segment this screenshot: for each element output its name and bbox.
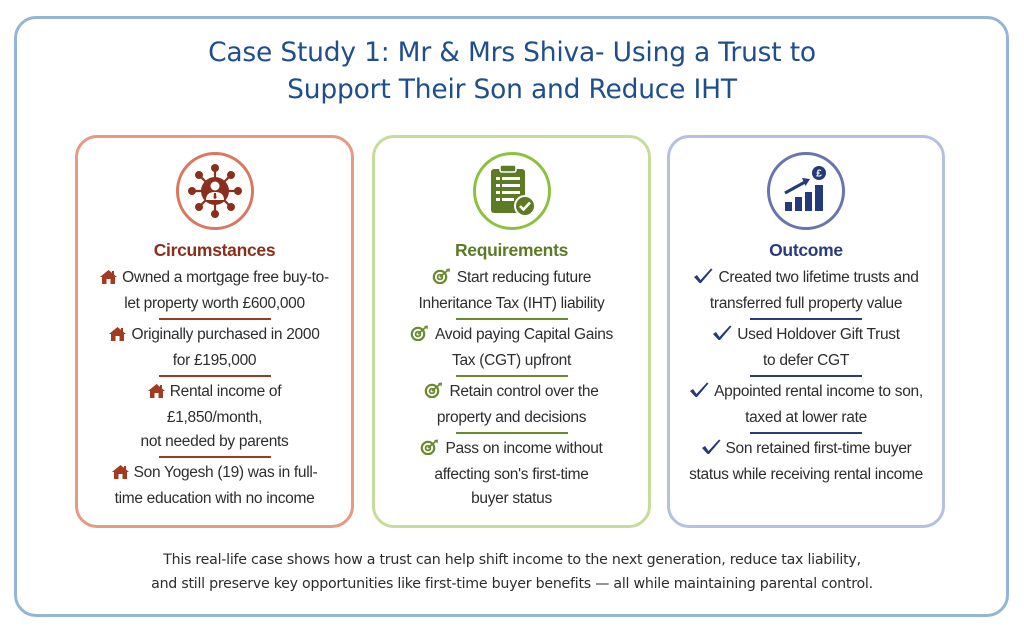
list-item: Owned a mortgage free buy-to- let property worth £600,000 [78, 266, 351, 316]
divider [456, 318, 568, 320]
list-item: Start reducing future Inheritance Tax (IHT) liability [418, 269, 605, 312]
list-item: Retain control over the property and decisions [375, 380, 648, 430]
divider [750, 432, 862, 434]
house-icon [112, 463, 129, 487]
target-icon [432, 268, 452, 292]
outcome-icon-ring [767, 152, 845, 230]
circumstances-heading: Circumstances [153, 240, 276, 260]
requirements-list [375, 266, 648, 511]
clipboard-check-icon [487, 164, 537, 218]
target-icon [410, 325, 430, 349]
list-item: Son Yogesh (19) was in full- time education with no income [78, 461, 351, 511]
list-item: Son retained first-time buyer status while receiving rental income [689, 440, 923, 483]
network-person-icon [186, 162, 244, 220]
svg-text:£: £ [816, 168, 822, 180]
house-icon [100, 268, 117, 292]
title-line-1: Case Study 1: Mr & Mrs Shiva- Using a Trust to [208, 37, 816, 68]
checkmark-icon [701, 439, 721, 463]
title-line-2: Support Their Son and Reduce IHT [287, 74, 737, 105]
checkmark-icon [689, 382, 709, 406]
divider [456, 432, 568, 434]
requirements-icon-ring [473, 152, 551, 230]
divider [750, 375, 862, 377]
growth-chart-pound-icon [781, 166, 831, 216]
list-item: Used Holdover Gift Trust to defer CGT [670, 323, 942, 373]
divider [159, 375, 271, 377]
checkmark-icon [693, 268, 713, 292]
summary-line-2: and still preserve key opportunities like first-time buyer benefits — all while maintaining parental control. [151, 576, 873, 592]
circumstances-icon-ring [176, 152, 254, 230]
list-item: Appointed rental income to son, taxed at lower rate [670, 380, 942, 430]
list-item: Rental income of £1,850/month, not needed by parents [140, 383, 289, 450]
target-icon [424, 382, 444, 406]
target-icon [420, 439, 440, 463]
page-title [0, 34, 1024, 108]
summary-line-1: This real-life case shows how a trust can help shift income to the next generation, reduce tax liability, [163, 552, 861, 568]
house-icon [109, 325, 126, 349]
outcome-list [670, 266, 942, 487]
circumstances-list [78, 266, 351, 511]
list-item: Pass on income without affecting son's first-time buyer status [375, 437, 648, 511]
circumstances-card [75, 135, 354, 528]
divider [750, 318, 862, 320]
divider [456, 375, 568, 377]
list-item: Created two lifetime trusts and transferred full property value [670, 266, 942, 316]
outcome-card [667, 135, 945, 528]
divider [159, 456, 271, 458]
outcome-heading: Outcome [769, 240, 843, 260]
house-icon [148, 382, 165, 406]
requirements-card [372, 135, 651, 528]
list-item: Avoid paying Capital Gains Tax (CGT) upfront [375, 323, 648, 373]
requirements-heading: Requirements [454, 240, 569, 260]
checkmark-icon [712, 325, 732, 349]
summary-text [0, 548, 1024, 596]
divider [159, 318, 271, 320]
list-item: Originally purchased in 2000 for £195,000 [78, 323, 351, 373]
